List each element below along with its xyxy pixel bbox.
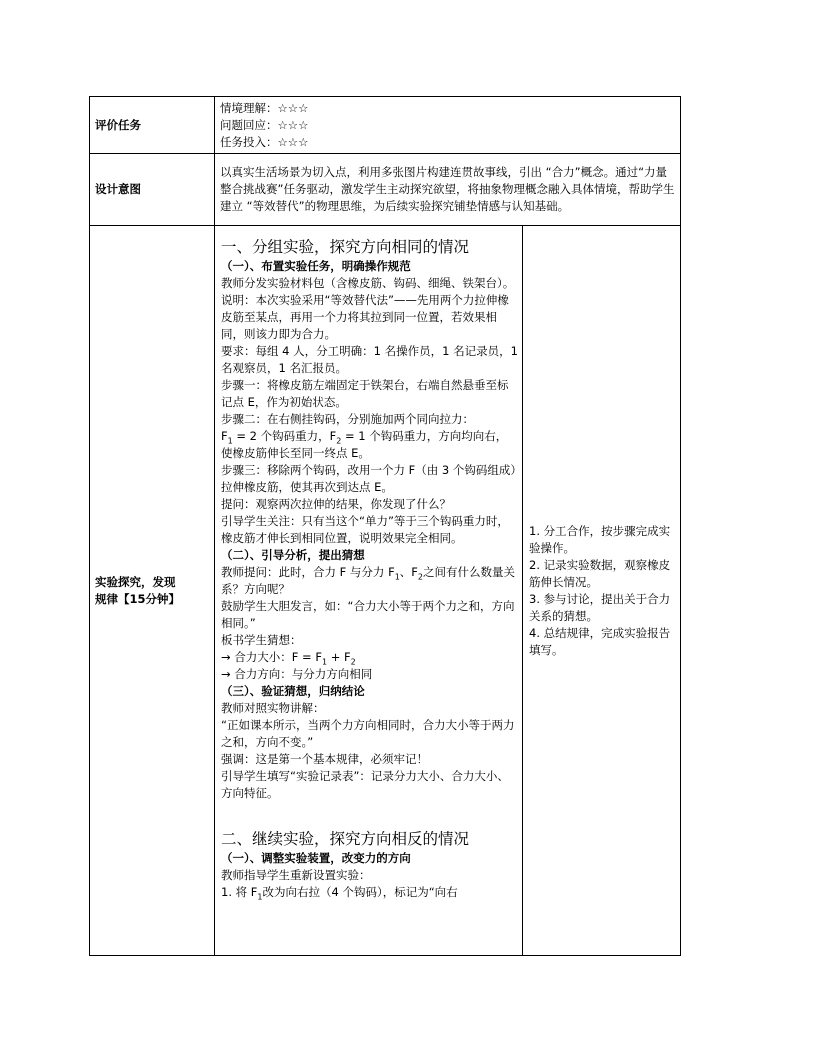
intent-row [90, 154, 681, 226]
subsection-title: （二）、引导分析，提出猜想 [221, 548, 365, 562]
teacher-activity [215, 226, 523, 956]
intent-label: 设计意图 [90, 154, 215, 226]
paragraph: 说明：本次实验采用“等效替代法”——先用两个力拉伸橡皮筋至某点，再用一个力将其拉到同一位置，若效果相同，则该力即为合力。 [221, 293, 509, 341]
paragraph: 引导学生关注：只有当这个“单力”等于三个钩码重力时，橡皮筋才伸长到相同位置，说明效果完全相同。 [221, 514, 509, 545]
intent-text: 以真实生活场景为切入点，利用多张图片构建连贯故事线，引出 “合力”概念。通过“力量整合挑战赛”任务驱动，激发学生主动探究欲望，将抽象物理概念融入具体情境，帮助学生建立 “等效替代”的物理思维，为后续实验探究铺垫情感与认知基础。 [215, 154, 681, 226]
paragraph: 教师指导学生重新设置实验： [221, 868, 371, 882]
paragraph: 步骤一：将橡皮筋左端固定于铁架台，右端自然悬垂至标记点 E，作为初始状态。 [221, 378, 509, 409]
student-item: 2. 记录实验数据，观察橡皮筋伸长情况。 [529, 557, 671, 589]
paragraph: $F_1 = 2$ 个钩码重力，$F_2 = 1$ 个钩码重力，方向均向右，使橡皮筋伸长至同一终点 E。 [221, 429, 508, 460]
eval-label: 评价任务 [90, 97, 215, 154]
lesson-plan-table [89, 96, 681, 956]
student-item: 1. 分工合作，按步骤完成实验操作。 [529, 523, 671, 555]
paragraph: 引导学生填写“实验记录表”：记录分力大小、合力大小、方向特征。 [221, 769, 509, 800]
paragraph: 强调：这是第一个基本规律，必须牢记！ [221, 752, 428, 766]
paragraph: 1. 将 $F_1$改为向右拉（4 个钩码），标记为“向右 [221, 885, 458, 902]
paragraph: 步骤三：移除两个钩码，改用一个力 F（由 3 个钩码组成）拉伸橡皮筋，使其再次到达点 E。 [221, 463, 517, 494]
subsection-title: （一）、调整实验装置，改变力的方向 [221, 851, 411, 865]
paragraph: 提问：观察两次拉伸的结果，你发现了什么？ [221, 497, 451, 511]
star-rating: ☆☆☆ [277, 100, 309, 115]
paragraph: 步骤二：在右侧挂钩码，分别施加两个同向拉力： [221, 412, 474, 426]
eval-row [90, 97, 681, 154]
subsection-title: （三）、验证猜想，归纳结论 [221, 684, 365, 698]
paragraph: “正如课本所示，当两个力方向相同时，合力大小等于两力之和，方向不变。” [221, 718, 515, 749]
paragraph: 板书学生猜想： [221, 633, 302, 647]
eval-item: 问题回应：☆☆☆ [220, 117, 309, 132]
student-activity [523, 226, 681, 956]
star-rating: ☆☆☆ [277, 134, 309, 149]
eval-items [215, 97, 681, 154]
experiment-label: 实验探究，发现 规律【15分钟】 [90, 226, 215, 956]
star-rating: ☆☆☆ [277, 117, 309, 132]
paragraph: 鼓励学生大胆发言，如：“合力大小等于两个力之和，方向相同。” [221, 599, 515, 630]
eval-item: 任务投入：☆☆☆ [220, 134, 309, 149]
experiment-row [90, 226, 681, 956]
paragraph: 教师对照实物讲解： [221, 701, 325, 715]
formula-line: → 合力大小：$F = F_1 + F_2$ [221, 650, 356, 667]
formula-line: → 合力方向：与分力方向相同 [221, 667, 373, 681]
subsection-title: （一）、布置实验任务，明确操作规范 [221, 259, 411, 273]
student-item: 4. 总结规律，完成实验报告填写。 [529, 625, 671, 657]
paragraph: 教师分发实验材料包（含橡皮筋、钩码、细绳、铁架台）。 [221, 276, 515, 290]
student-item: 3. 参与讨论，提出关于合力关系的猜想。 [529, 591, 671, 623]
section-title: 二、继续实验，探究方向相反的情况 [221, 830, 470, 848]
paragraph: 要求：每组 4 人，分工明确：1 名操作员，1 名记录员，1 名观察员，1 名汇报员。 [221, 344, 518, 375]
paragraph: 教师提问：此时，合力 F 与分力 $F_1$、$F_2$之间有什么数量关系？方向呢？ [221, 565, 516, 596]
eval-item: 情境理解：☆☆☆ [220, 100, 309, 115]
section-title: 一、分组实验，探究方向相同的情况 [221, 238, 470, 256]
